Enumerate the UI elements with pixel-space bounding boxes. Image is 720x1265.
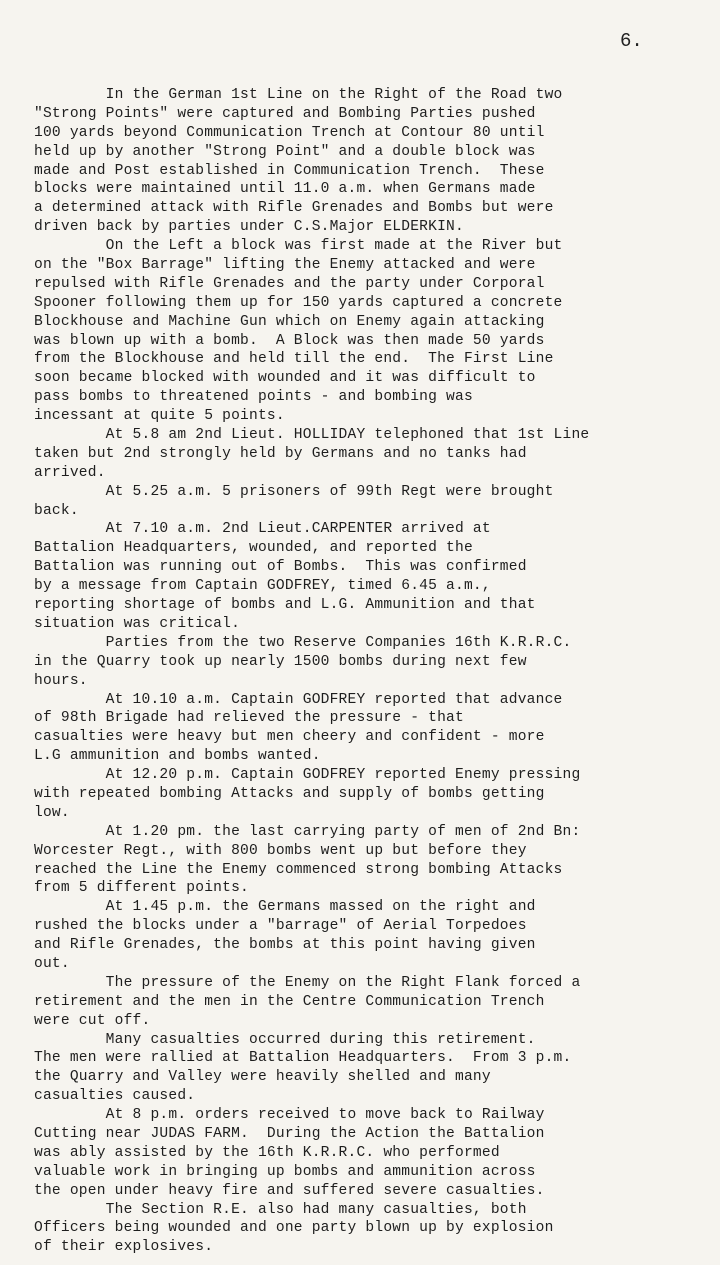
text-line: L.G ammunition and bombs wanted. xyxy=(34,748,321,765)
text-line: Many casualties occurred during this retirement. xyxy=(34,1031,536,1048)
text-line: valuable work in bringing up bombs and ammunition across xyxy=(34,1163,536,1180)
text-line: taken but 2nd strongly held by Germans and no tanks had xyxy=(34,445,527,462)
text-line: on the "Box Barrage" lifting the Enemy attacked and were xyxy=(34,257,536,274)
text-line: reporting shortage of bombs and L.G. Ammunition and that xyxy=(34,597,536,614)
text-line: pass bombs to threatened points - and bombing was xyxy=(34,389,473,406)
text-line: Officers being wounded and one party blown up by explosion xyxy=(34,1220,554,1237)
text-line: of their explosives. xyxy=(34,1239,214,1256)
text-line: held up by another "Strong Point" and a double block was xyxy=(34,143,536,160)
text-line: was blown up with a bomb. A Block was then made 50 yards xyxy=(34,332,545,349)
text-line: Worcester Regt., with 800 bombs went up but before they xyxy=(34,842,527,859)
text-line: casualties were heavy but men cheery and confident - more xyxy=(34,729,545,746)
text-line: was ably assisted by the 16th K.R.R.C. who performed xyxy=(34,1144,500,1161)
text-line: rushed the blocks under a "barrage" of Aerial Torpedoes xyxy=(34,918,527,935)
text-line: situation was critical. xyxy=(34,615,241,632)
text-line: driven back by parties under C.S.Major ELDERKIN. xyxy=(34,219,464,236)
text-line: At 12.20 p.m. Captain GODFREY reported Enemy pressing xyxy=(34,767,581,784)
text-line: in the Quarry took up nearly 1500 bombs during next few xyxy=(34,653,527,670)
text-line: The men were rallied at Battalion Headquarters. From 3 p.m. xyxy=(34,1050,572,1067)
text-line: casualties caused. xyxy=(34,1088,196,1105)
text-line: of 98th Brigade had relieved the pressure - that xyxy=(34,710,464,727)
text-line: At 7.10 a.m. 2nd Lieut.CARPENTER arrived at xyxy=(34,521,491,538)
text-line: hours. xyxy=(34,672,88,689)
text-line: Blockhouse and Machine Gun which on Enemy again attacking xyxy=(34,313,545,330)
text-line: back. xyxy=(34,502,79,519)
text-line: made and Post established in Communication Trench. These xyxy=(34,162,545,179)
text-line: retirement and the men in the Centre Communication Trench xyxy=(34,993,545,1010)
text-line: out. xyxy=(34,955,70,972)
text-line: soon became blocked with wounded and it was difficult to xyxy=(34,370,536,387)
text-line: Battalion was running out of Bombs. This was confirmed xyxy=(34,559,527,576)
text-line: from 5 different points. xyxy=(34,880,249,897)
text-line: The pressure of the Enemy on the Right Flank forced a xyxy=(34,974,581,991)
text-line: At 5.25 a.m. 5 prisoners of 99th Regt were brought xyxy=(34,483,554,500)
text-line: low. xyxy=(34,804,70,821)
text-line: At 10.10 a.m. Captain GODFREY reported that advance xyxy=(34,691,563,708)
text-line: Cutting near JUDAS FARM. During the Action the Battalion xyxy=(34,1125,545,1142)
text-line: blocks were maintained until 11.0 a.m. when Germans made xyxy=(34,181,536,198)
text-line: and Rifle Grenades, the bombs at this point having given xyxy=(34,937,536,954)
text-line: At 1.45 p.m. the Germans massed on the right and xyxy=(34,899,536,916)
text-line: were cut off. xyxy=(34,1012,151,1029)
text-line: repulsed with Rifle Grenades and the party under Corporal xyxy=(34,275,545,292)
text-line: the open under heavy fire and suffered severe casualties. xyxy=(34,1182,545,1199)
text-line: incessant at quite 5 points. xyxy=(34,408,285,425)
text-line: reached the Line the Enemy commenced strong bombing Attacks xyxy=(34,861,563,878)
text-line: Battalion Headquarters, wounded, and reported the xyxy=(34,540,473,557)
text-line: "Strong Points" were captured and Bombing Parties pushed xyxy=(34,105,536,122)
text-line: a determined attack with Rifle Grenades and Bombs but were xyxy=(34,200,554,217)
text-line: by a message from Captain GODFREY, timed 6.45 a.m., xyxy=(34,578,491,595)
body-text xyxy=(34,86,720,1257)
text-line: with repeated bombing Attacks and supply of bombs getting xyxy=(34,785,545,802)
text-line: arrived. xyxy=(34,464,106,481)
text-line: Spooner following them up for 150 yards captured a concrete xyxy=(34,294,563,311)
text-line: Parties from the two Reserve Companies 16th K.R.R.C. xyxy=(34,634,572,651)
text-line: In the German 1st Line on the Right of the Road two xyxy=(34,87,563,103)
text-line: At 8 p.m. orders received to move back to Railway xyxy=(34,1107,545,1124)
page-number: 6. xyxy=(620,30,643,52)
text-line: from the Blockhouse and held till the end. The First Line xyxy=(34,351,554,368)
text-line: 100 yards beyond Communication Trench at Contour 80 until xyxy=(34,124,545,141)
text-line: At 1.20 pm. the last carrying party of men of 2nd Bn: xyxy=(34,823,581,840)
text-line: The Section R.E. also had many casualties, both xyxy=(34,1201,527,1218)
text-line: the Quarry and Valley were heavily shelled and many xyxy=(34,1069,491,1086)
text-line: On the Left a block was first made at the River but xyxy=(34,238,563,255)
text-line: At 5.8 am 2nd Lieut. HOLLIDAY telephoned that 1st Line xyxy=(34,427,590,444)
